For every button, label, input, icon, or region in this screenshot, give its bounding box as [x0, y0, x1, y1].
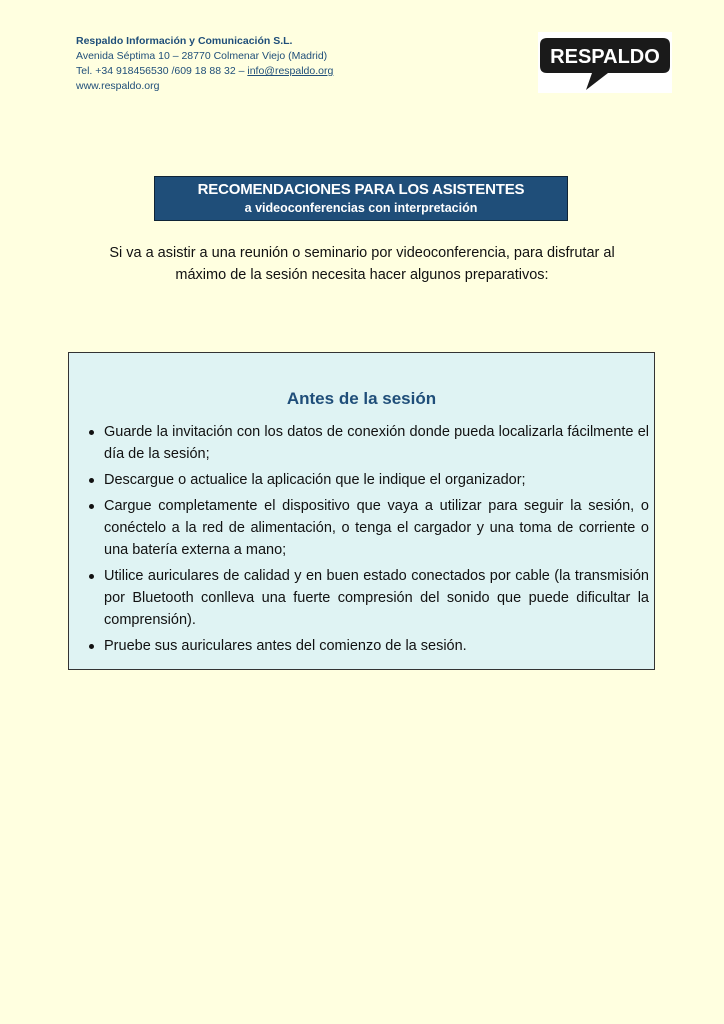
bullet-icon	[89, 504, 94, 509]
section-heading: Antes de la sesión	[286, 389, 437, 408]
recommendations-list	[87, 421, 649, 661]
bullet-icon	[89, 574, 94, 579]
title-subtitle: a videoconferencias con interpretación	[244, 201, 478, 215]
intro-line-2: máximo de la sesión necesita hacer algunos preparativos:	[175, 267, 549, 283]
list-item-text: Descargue o actualice la aplicación que le indique el organizador;	[104, 472, 526, 488]
title-main: RECOMENDACIONES PARA LOS ASISTENTES	[197, 181, 525, 198]
company-address: Avenida Séptima 10 – 28770 Colmenar Viejo (Madrid)	[76, 50, 328, 62]
list-item	[87, 495, 649, 561]
list-item-text: Cargue completamente el dispositivo que vaya a utilizar para seguir la sesión, o conéctelo a la red de alimentación, o tenga el cargador y una toma de corriente o una batería externa a mano;	[104, 498, 649, 558]
list-item-text: Guarde la invitación con los datos de conexión donde pueda localizarla fácilmente el día de la sesión;	[104, 424, 649, 462]
list-item-text: Utilice auriculares de calidad y en buen estado conectados por cable (la transmisión por Bluetooth conlleva una fuerte compresión del sonido que puede dificultar la comprensión).	[104, 568, 649, 628]
list-item	[87, 565, 649, 631]
intro-paragraph	[70, 242, 654, 286]
company-name: Respaldo Información y Comunicación S.L.	[76, 35, 293, 47]
list-item	[87, 635, 649, 657]
list-item-text: Pruebe sus auriculares antes del comienzo de la sesión.	[104, 638, 467, 654]
document-title	[154, 176, 568, 221]
company-phone: Tel. +34 918456530 /609 18 88 32 –	[76, 65, 248, 77]
intro-line-1: Si va a asistir a una reunión o seminario por videoconferencia, para disfrutar al	[109, 245, 615, 261]
bullet-icon	[89, 478, 94, 483]
list-item	[87, 469, 649, 491]
bullet-icon	[89, 430, 94, 435]
list-item	[87, 421, 649, 465]
speech-bubble-logo-icon	[538, 32, 672, 93]
bullet-icon	[89, 644, 94, 649]
company-info	[76, 34, 333, 94]
company-contact	[76, 64, 333, 79]
logo-text: RESPALDO	[550, 46, 660, 68]
email-link[interactable]: info@respaldo.org	[247, 65, 334, 77]
before-session-panel	[68, 352, 655, 670]
company-website: www.respaldo.org	[76, 80, 160, 92]
respaldo-logo	[538, 32, 672, 93]
